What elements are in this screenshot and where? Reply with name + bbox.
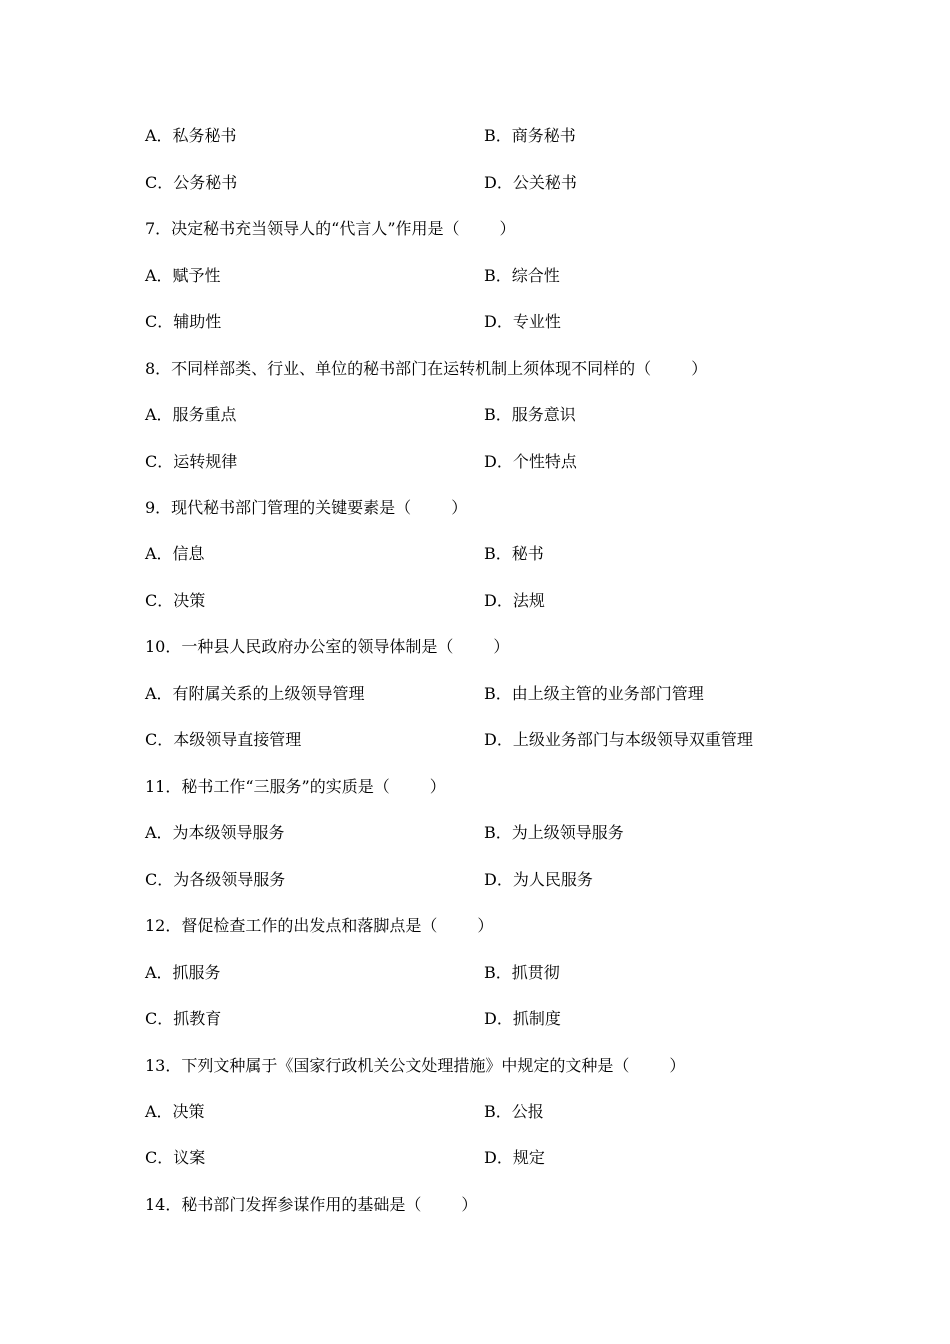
q7-option-b: B．综合性 [484, 266, 560, 285]
q6-option-c: C．公务秘书 [145, 173, 238, 192]
q10-option-c: C．本级领导直接管理 [145, 730, 302, 749]
q9-stem-close: ） [451, 498, 468, 517]
q13-stem-text: 13．下列文种属于《国家行政机关公文处理措施》中规定的文种是（ [145, 1056, 630, 1075]
q6-option-d: D．公关秘书 [484, 173, 577, 192]
q13-option-d: D．规定 [484, 1148, 545, 1167]
q11-stem [145, 775, 446, 799]
q7-option-d: D．专业性 [484, 312, 561, 331]
q10-stem [145, 635, 509, 659]
q9-option-b: B．秘书 [484, 544, 544, 563]
q13-option-b: B．公报 [484, 1102, 544, 1121]
q12-stem [145, 914, 493, 938]
q12-option-c: C．抓教育 [145, 1009, 222, 1028]
q7-option-a: A．赋予性 [145, 266, 221, 285]
q12-option-b: B．抓贯彻 [484, 963, 560, 982]
q14-stem-close: ） [461, 1195, 478, 1214]
q7-option-c: C．辅助性 [145, 312, 222, 331]
q8-stem-close: ） [691, 359, 708, 378]
q12-option-a: A．抓服务 [145, 963, 221, 982]
q8-stem-text: 8．不同样部类、行业、单位的秘书部门在运转机制上须体现不同样的（ [145, 359, 652, 378]
q13-option-c: C．议案 [145, 1148, 206, 1167]
q13-stem [145, 1054, 685, 1078]
q9-option-c: C．决策 [145, 591, 206, 610]
q8-option-b: B．服务意识 [484, 405, 576, 424]
q10-option-d: D．上级业务部门与本级领导双重管理 [484, 730, 753, 749]
q9-option-a: A．信息 [145, 544, 205, 563]
q14-stem [145, 1193, 477, 1217]
q7-stem-text: 7．决定秘书充当领导人的“代言人”作用是（ [145, 219, 460, 238]
q14-stem-text: 14．秘书部门发挥参谋作用的基础是（ [145, 1195, 422, 1214]
q8-option-d: D．个性特点 [484, 452, 577, 471]
q9-stem [145, 496, 467, 520]
q10-option-a: A．有附属关系的上级领导管理 [145, 684, 365, 703]
q12-stem-close: ） [477, 916, 494, 935]
q11-stem-close: ） [429, 777, 446, 796]
q11-option-d: D．为人民服务 [484, 870, 593, 889]
q8-option-c: C．运转规律 [145, 452, 238, 471]
q9-stem-text: 9．现代秘书部门管理的关键要素是（ [145, 498, 412, 517]
q11-option-a: A．为本级领导服务 [145, 823, 285, 842]
q11-stem-text: 11．秘书工作“三服务”的实质是（ [145, 777, 390, 796]
q8-stem [145, 357, 707, 381]
q6-option-a: A．私务秘书 [145, 126, 237, 145]
q13-stem-close: ） [669, 1056, 686, 1075]
q10-option-b: B．由上级主管的业务部门管理 [484, 684, 704, 703]
q11-option-b: B．为上级领导服务 [484, 823, 624, 842]
q7-stem-close: ） [499, 219, 516, 238]
q11-option-c: C．为各级领导服务 [145, 870, 286, 889]
q10-stem-close: ） [493, 637, 510, 656]
q13-option-a: A．决策 [145, 1102, 205, 1121]
q10-stem-text: 10．一种县人民政府办公室的领导体制是（ [145, 637, 454, 656]
q7-stem [145, 217, 516, 241]
q9-option-d: D．法规 [484, 591, 545, 610]
q8-option-a: A．服务重点 [145, 405, 237, 424]
q6-option-b: B．商务秘书 [484, 126, 576, 145]
q12-option-d: D．抓制度 [484, 1009, 561, 1028]
q12-stem-text: 12．督促检查工作的出发点和落脚点是（ [145, 916, 438, 935]
